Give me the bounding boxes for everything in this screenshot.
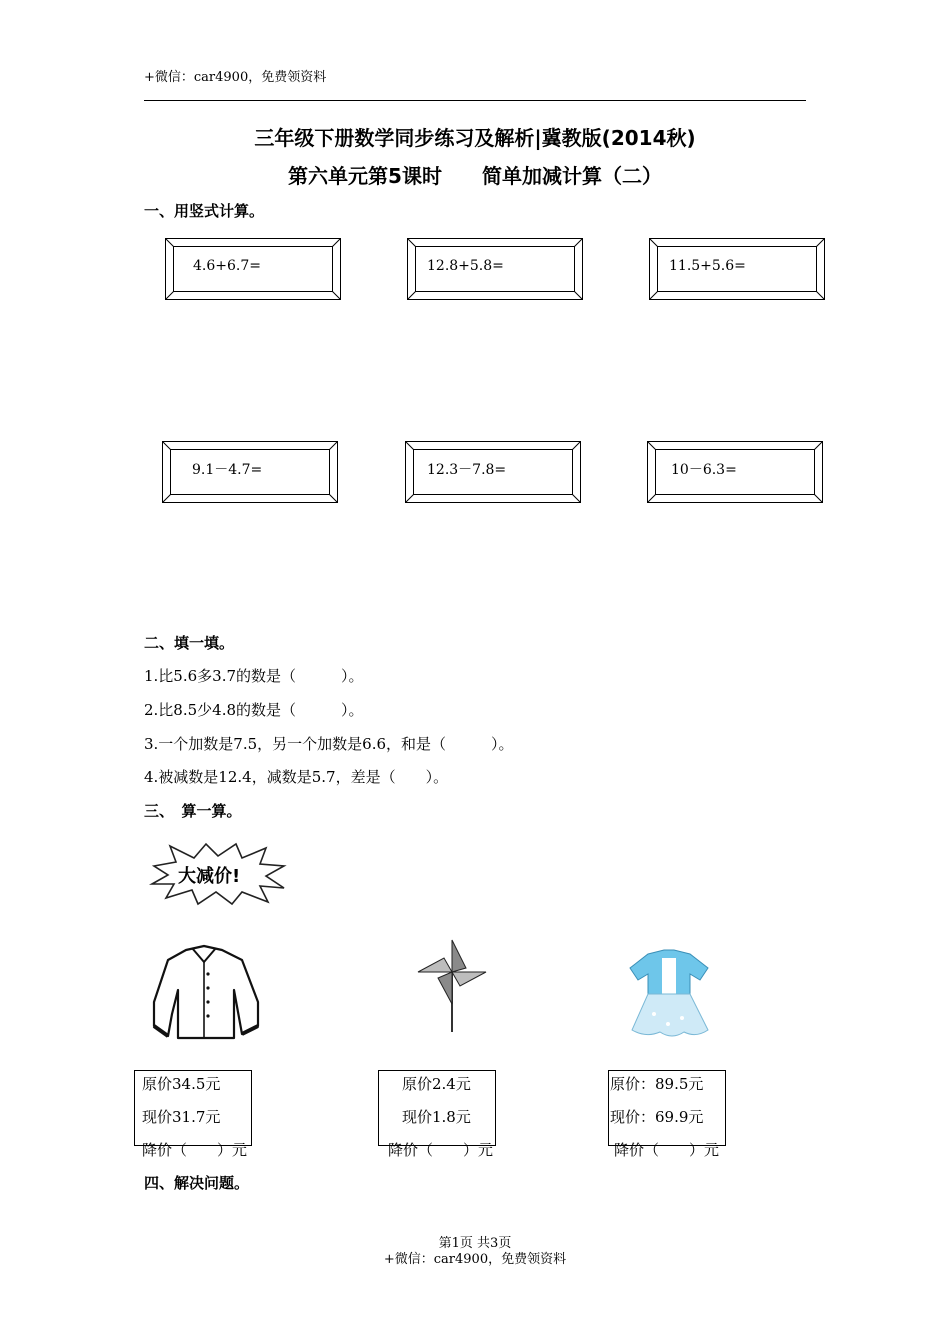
section-3-heading: 三、 算一算。 bbox=[144, 802, 242, 820]
calc-box bbox=[165, 238, 341, 300]
calc-problem: 4.6+6.7= bbox=[193, 258, 261, 274]
section-1-heading: 一、用竖式计算。 bbox=[144, 202, 265, 220]
shirt-icon bbox=[146, 942, 266, 1042]
original-price: 原价：89.5元 bbox=[610, 1075, 704, 1093]
calc-box bbox=[407, 238, 583, 300]
calc-problem: 12.8+5.8= bbox=[427, 258, 504, 274]
current-price: 现价31.7元 bbox=[142, 1108, 221, 1126]
calc-problem: 10－6.3= bbox=[671, 462, 737, 478]
header-rule bbox=[144, 100, 806, 101]
header-note: +微信：car4900，免费领资料 bbox=[144, 70, 327, 85]
calc-box bbox=[405, 441, 581, 503]
current-price: 现价1.8元 bbox=[402, 1108, 471, 1126]
price-drop: 降价（ ）元 bbox=[142, 1141, 248, 1159]
fill-item: 3.一个加数是7.5，另一个加数是6.6，和是（ ）。 bbox=[144, 735, 514, 753]
section-4-heading: 四、解决问题。 bbox=[144, 1174, 250, 1192]
document-title: 三年级下册数学同步练习及解析|冀教版(2014秋) bbox=[254, 126, 696, 150]
calc-box bbox=[649, 238, 825, 300]
pinwheel-icon bbox=[414, 938, 490, 1034]
fill-item: 2.比8.5少4.8的数是（ ）。 bbox=[144, 701, 364, 719]
footer-note: +微信：car4900，免费领资料 bbox=[383, 1252, 567, 1267]
fill-item: 4.被减数是12.4，减数是5.7，差是（ ）。 bbox=[144, 768, 449, 786]
shirt-illustration bbox=[146, 942, 266, 1042]
section-2-heading: 二、填一填。 bbox=[144, 634, 235, 652]
calc-problem: 11.5+5.6= bbox=[669, 258, 746, 274]
page-number: 第1页 共3页 bbox=[438, 1236, 512, 1251]
current-price: 现价：69.9元 bbox=[610, 1108, 704, 1126]
price-drop: 降价（ ）元 bbox=[614, 1141, 720, 1159]
original-price: 原价34.5元 bbox=[142, 1075, 221, 1093]
price-drop: 降价（ ）元 bbox=[388, 1141, 494, 1159]
original-price: 原价2.4元 bbox=[402, 1075, 471, 1093]
sale-banner bbox=[148, 842, 288, 906]
calc-problem: 9.1－4.7= bbox=[192, 462, 263, 478]
calc-box bbox=[162, 441, 338, 503]
document-subtitle: 第六单元第5课时 简单加减计算（二） bbox=[288, 164, 662, 188]
sale-banner-text: 大减价! bbox=[178, 866, 241, 887]
calc-box bbox=[647, 441, 823, 503]
dress-icon bbox=[624, 948, 714, 1040]
fill-item: 1.比5.6多3.7的数是（ ）。 bbox=[144, 667, 364, 685]
pinwheel-illustration bbox=[414, 938, 490, 1034]
calc-problem: 12.3－7.8= bbox=[427, 462, 507, 478]
dress-illustration bbox=[624, 948, 714, 1040]
